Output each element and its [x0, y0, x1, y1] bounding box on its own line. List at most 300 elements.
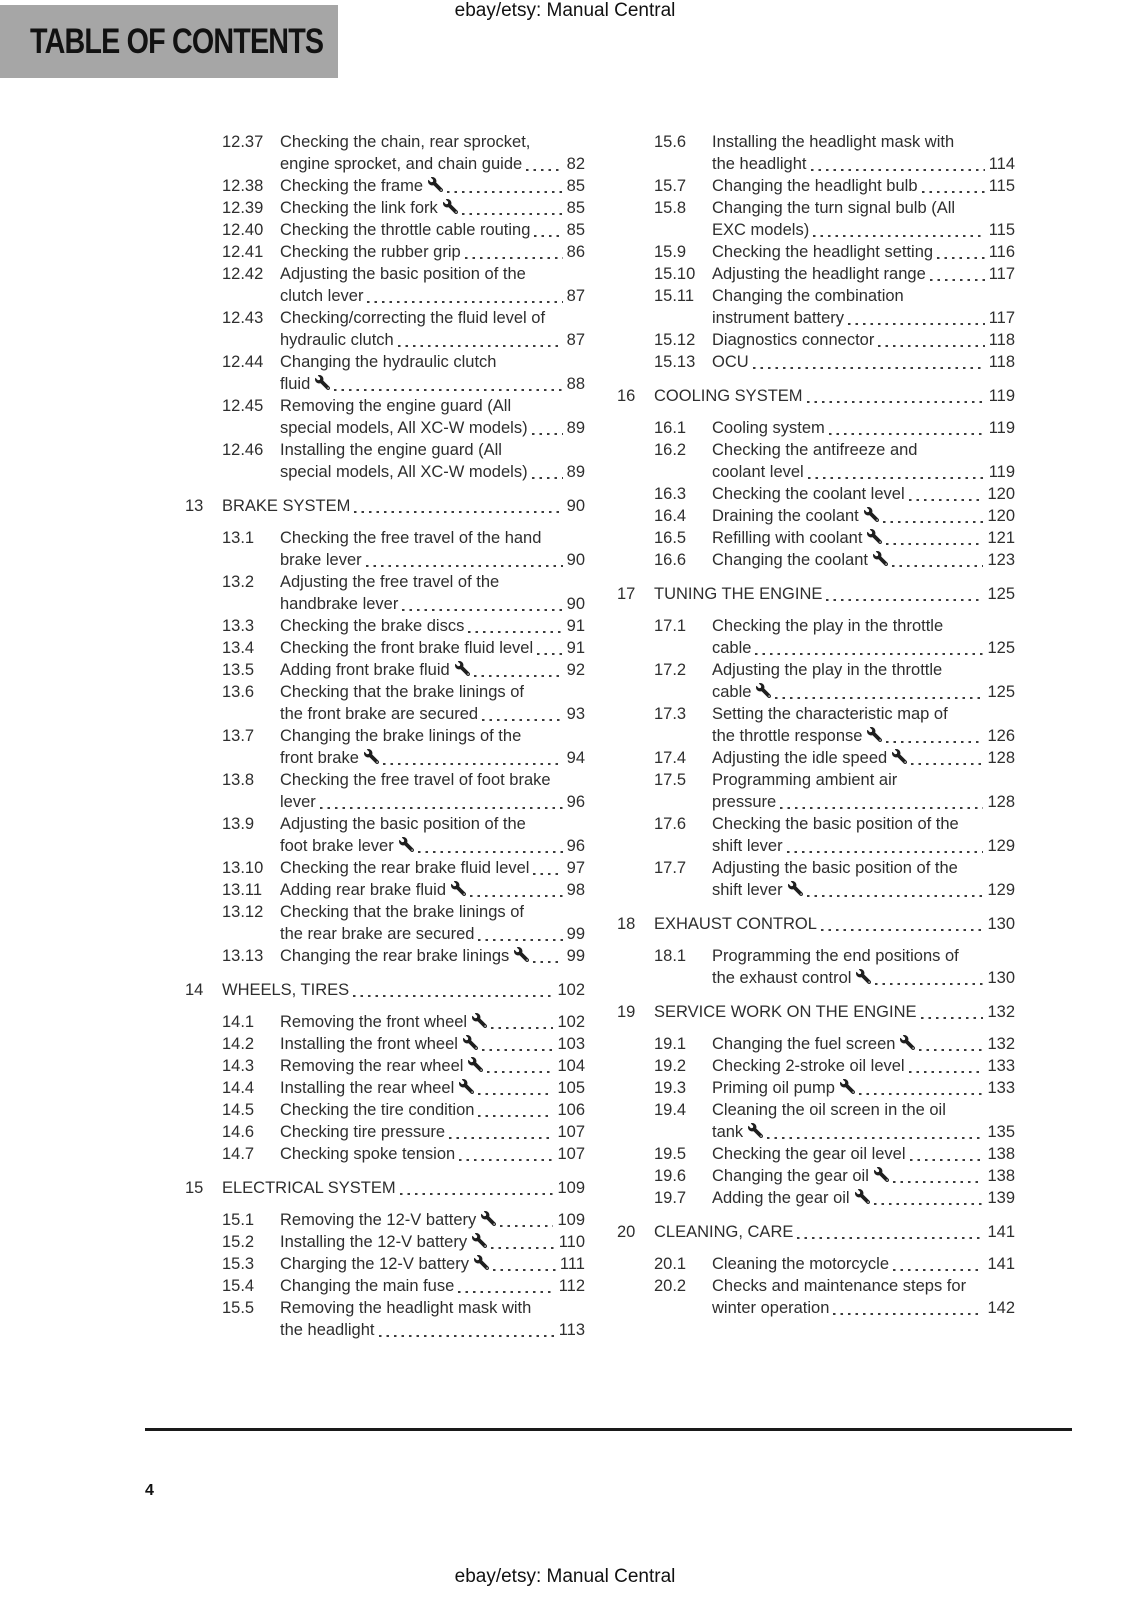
entry-page-number: 119 [988, 463, 1015, 481]
entry-body [280, 1209, 585, 1231]
entry-title-lastline [280, 1033, 585, 1055]
entry-title-lastline [712, 527, 1015, 549]
dot-leader [534, 235, 562, 238]
entry-page-number: 128 [987, 793, 1015, 811]
wrench-icon [864, 507, 879, 522]
entry-title-lastline [712, 153, 1015, 175]
entry-title-lastline [280, 1121, 585, 1143]
toc-entry [654, 439, 1015, 483]
entry-body [280, 241, 585, 263]
dot-leader [893, 1181, 984, 1184]
entry-number: 19.4 [654, 1101, 687, 1119]
entry-body [712, 1077, 1015, 1099]
section-page-number: 130 [987, 915, 1015, 933]
entry-title-lastline [280, 1099, 585, 1121]
toc-entry [654, 505, 1015, 527]
wrench-icon [315, 375, 330, 390]
entry-number: 12.37 [222, 133, 264, 151]
entry-title-lastline [712, 461, 1015, 483]
entry-number: 16.6 [654, 551, 687, 569]
entry-page-number: 125 [987, 639, 1015, 657]
entry-page-number: 105 [557, 1079, 585, 1097]
dot-leader [449, 1137, 553, 1140]
wrench-icon [399, 837, 414, 852]
entry-page-number: 129 [987, 837, 1015, 855]
toc-entry [654, 285, 1015, 329]
entry-number: 15.13 [654, 353, 696, 371]
toc-entry [654, 1165, 1015, 1187]
wrench-icon [856, 969, 871, 984]
entry-number: 13.1 [222, 529, 255, 547]
dot-leader [526, 169, 562, 172]
entry-number: 12.38 [222, 177, 264, 195]
entry-number: 15.3 [222, 1255, 255, 1273]
toc-entry [654, 659, 1015, 703]
entry-number: 19.5 [654, 1145, 687, 1163]
entry-page-number: 96 [566, 837, 585, 855]
entry-title: Cleaning the motorcycle [712, 1255, 890, 1273]
entry-body [712, 417, 1015, 439]
toc-entry [222, 1011, 585, 1033]
entry-title-lastline [712, 1033, 1015, 1055]
entry-title-lastline [280, 923, 585, 945]
entry-number: 13.13 [222, 947, 264, 965]
entry-page-number: 87 [566, 331, 585, 349]
entry-title-lastline [280, 1011, 585, 1033]
entry-body [280, 219, 585, 241]
page-title: TABLE OF CONTENTS [30, 21, 324, 61]
wrench-icon [900, 1035, 915, 1050]
wrench-icon [472, 1233, 487, 1248]
entry-body [280, 879, 585, 901]
entry-title: coolant level [712, 463, 804, 481]
section-title: SERVICE WORK ON THE ENGINE [654, 1003, 917, 1021]
entry-title: Checking spoke tension [280, 1145, 456, 1163]
dot-leader [478, 1115, 553, 1118]
toc-entry [222, 1077, 585, 1099]
wrench-icon [788, 881, 803, 896]
dot-leader [826, 599, 983, 602]
entry-body [712, 241, 1015, 263]
toc-entry [222, 571, 585, 615]
dot-leader [532, 433, 563, 436]
entry-title: front brake [280, 749, 359, 767]
entry-body [712, 1099, 1015, 1143]
toc-section [617, 583, 1015, 605]
dot-leader [533, 961, 562, 964]
wrench-icon [514, 947, 529, 962]
entry-body [280, 1077, 585, 1099]
entry-body [280, 769, 585, 813]
entry-body [712, 285, 1015, 329]
dot-leader [500, 1225, 553, 1228]
dot-leader [808, 477, 985, 480]
toc-entry [654, 813, 1015, 857]
dot-leader [829, 433, 985, 436]
dot-leader [478, 939, 562, 942]
entry-title: Adjusting the idle speed [712, 749, 888, 767]
toc-entry [222, 813, 585, 857]
entry-title-line: Changing the combination [712, 287, 904, 305]
toc-entry [222, 725, 585, 769]
entry-title-line: Checks and maintenance steps for [712, 1277, 967, 1295]
section-page-number: 141 [987, 1223, 1015, 1241]
entry-title: Priming oil pump [712, 1079, 835, 1097]
entry-title: Changing the gear oil [712, 1167, 869, 1185]
entry-title: Adding rear brake fluid [280, 881, 447, 899]
entry-title: Adding the gear oil [712, 1189, 850, 1207]
entry-number: 17.6 [654, 815, 687, 833]
dot-leader [465, 257, 563, 260]
entry-body [280, 725, 585, 769]
entry-title-lastline [280, 1143, 585, 1165]
entry-title-line: Changing the turn signal bulb (All [712, 199, 956, 217]
entry-title: Installing the rear wheel [280, 1079, 455, 1097]
toc-entry [222, 351, 585, 395]
entry-title: Diagnostics connector [712, 331, 875, 349]
entry-title-lastline [280, 417, 585, 439]
entry-page-number: 96 [566, 793, 585, 811]
entry-page-number: 107 [557, 1123, 585, 1141]
entry-page-number: 99 [566, 947, 585, 965]
toc-entry [654, 615, 1015, 659]
section-title: BRAKE SYSTEM [222, 497, 351, 515]
entry-number: 17.7 [654, 859, 687, 877]
dot-leader [402, 609, 562, 612]
entry-title-lastline [712, 791, 1015, 813]
wrench-icon [463, 1035, 478, 1050]
entry-title-lastline [712, 725, 1015, 747]
entry-body [280, 1143, 585, 1165]
entry-page-number: 91 [566, 639, 585, 657]
entry-title-line: Checking that the brake linings of [280, 903, 524, 921]
entry-number: 14.5 [222, 1101, 255, 1119]
wrench-icon [455, 661, 470, 676]
entry-title: Refilling with coolant [712, 529, 863, 547]
entry-title: OCU [712, 353, 749, 371]
entry-page-number: 88 [566, 375, 585, 393]
entry-title-lastline [280, 945, 585, 967]
dot-leader [491, 1247, 555, 1250]
entry-number: 19.2 [654, 1057, 687, 1075]
toc-entry [222, 527, 585, 571]
entry-body [712, 1055, 1015, 1077]
toc-entry [654, 769, 1015, 813]
entry-body [280, 1297, 585, 1341]
entry-title: Checking the link fork [280, 199, 438, 217]
entry-title-line: Adjusting the basic position of the [712, 859, 958, 877]
entry-body [280, 1275, 585, 1297]
wrench-icon [867, 727, 882, 742]
entry-number: 13.6 [222, 683, 255, 701]
dot-leader [532, 477, 563, 480]
wrench-icon [468, 1057, 483, 1072]
toc-column-left [185, 131, 585, 1341]
entry-title: pressure [712, 793, 777, 811]
section-title: CLEANING, CARE [654, 1223, 794, 1241]
toc-entry [654, 1253, 1015, 1275]
entry-title-lastline [712, 879, 1015, 901]
wrench-icon [840, 1079, 855, 1094]
entry-title-line: Removing the headlight mask with [280, 1299, 532, 1317]
toc-entry [654, 417, 1015, 439]
entry-body [712, 351, 1015, 373]
toc-entry [222, 1143, 585, 1165]
entry-title: Changing the headlight bulb [712, 177, 918, 195]
entry-number: 13.9 [222, 815, 255, 833]
toc-entry [654, 1077, 1015, 1099]
entry-body [280, 439, 585, 483]
toc-entry [654, 241, 1015, 263]
entry-number: 14.4 [222, 1079, 255, 1097]
wrench-icon [459, 1079, 474, 1094]
section-page-number: 102 [557, 981, 585, 999]
entry-number: 16.2 [654, 441, 687, 459]
toc-entry [222, 615, 585, 637]
dot-leader [797, 1237, 983, 1240]
entry-title-lastline [280, 373, 585, 395]
dot-leader [482, 1049, 554, 1052]
toc-section [185, 979, 585, 1001]
wrench-icon [364, 749, 379, 764]
entry-number: 13.8 [222, 771, 255, 789]
entry-body [280, 307, 585, 351]
entry-body [712, 857, 1015, 901]
entry-page-number: 118 [988, 353, 1015, 371]
entry-number: 15.6 [654, 133, 687, 151]
entry-title: Installing the front wheel [280, 1035, 458, 1053]
toc-entry [654, 747, 1015, 769]
entry-title: tank [712, 1123, 744, 1141]
entry-title: Changing the main fuse [280, 1277, 455, 1295]
entry-number: 19.1 [654, 1035, 687, 1053]
entry-body [280, 637, 585, 659]
entry-page-number: 117 [988, 309, 1015, 327]
entry-title-lastline [712, 549, 1015, 571]
entry-title-lastline [712, 1187, 1015, 1209]
entry-title: the throttle response [712, 727, 863, 745]
entry-title-line: Checking the basic position of the [712, 815, 959, 833]
entry-title-line: Checking the antifreeze and [712, 441, 918, 459]
entry-title-lastline [712, 505, 1015, 527]
entry-page-number: 118 [988, 331, 1015, 349]
wrench-icon [748, 1123, 763, 1138]
entry-number: 19.7 [654, 1189, 687, 1207]
toc-entry [654, 263, 1015, 285]
entry-title: the headlight [280, 1321, 375, 1339]
entry-number: 18.1 [654, 947, 687, 965]
toc-entry [222, 131, 585, 175]
entry-title: Checking tire pressure [280, 1123, 446, 1141]
entry-body [712, 1187, 1015, 1209]
entry-title-line: Adjusting the free travel of the [280, 573, 500, 591]
dot-leader [493, 1269, 556, 1272]
wrench-icon [892, 749, 907, 764]
entry-number: 15.11 [654, 287, 695, 305]
dot-leader [892, 565, 984, 568]
section-title: TUNING THE ENGINE [654, 585, 823, 603]
entry-number: 15.9 [654, 243, 687, 261]
entry-body [712, 1143, 1015, 1165]
entry-title: Checking the headlight setting [712, 243, 934, 261]
toc-entry [654, 703, 1015, 747]
entry-page-number: 107 [557, 1145, 585, 1163]
entry-page-number: 141 [987, 1255, 1015, 1273]
entry-page-number: 132 [987, 1035, 1015, 1053]
entry-number: 17.2 [654, 661, 687, 679]
toc-entry [222, 659, 585, 681]
entry-page-number: 98 [566, 881, 585, 899]
entry-page-number: 103 [557, 1035, 585, 1053]
entry-page-number: 106 [557, 1101, 585, 1119]
toc-entry [222, 1121, 585, 1143]
entry-title-lastline [712, 219, 1015, 241]
entry-title-lastline [712, 637, 1015, 659]
entry-page-number: 82 [566, 155, 585, 173]
entry-title: engine sprocket, and chain guide [280, 155, 523, 173]
entry-title-lastline [712, 747, 1015, 769]
dot-leader [334, 389, 562, 392]
entry-title-lastline [280, 615, 585, 637]
toc-section [617, 385, 1015, 407]
entry-body [712, 439, 1015, 483]
dot-leader [468, 631, 562, 634]
entry-body [712, 549, 1015, 571]
entry-number: 19.6 [654, 1167, 687, 1185]
toc-entry [222, 1055, 585, 1077]
entry-number: 20.1 [654, 1255, 687, 1273]
entry-title: foot brake lever [280, 837, 394, 855]
dot-leader [383, 763, 563, 766]
entry-title: Installing the 12-V battery [280, 1233, 468, 1251]
toc-entry [654, 527, 1015, 549]
dot-leader [537, 653, 563, 656]
toc-entry [222, 637, 585, 659]
dot-leader [400, 1193, 554, 1196]
entry-number: 16.4 [654, 507, 687, 525]
entry-number: 15.7 [654, 177, 687, 195]
toc-entry [654, 1033, 1015, 1055]
toc-entry [222, 1275, 585, 1297]
entry-body [280, 659, 585, 681]
entry-title-line: Checking the chain, rear sprocket, [280, 133, 531, 151]
entry-number: 13.7 [222, 727, 255, 745]
entry-body [280, 1011, 585, 1033]
entry-number: 17.4 [654, 749, 687, 767]
entry-body [712, 1165, 1015, 1187]
entry-title-lastline [280, 219, 585, 241]
dot-leader [379, 1335, 555, 1338]
dot-leader [458, 1291, 554, 1294]
entry-title-line: Removing the engine guard (All [280, 397, 512, 415]
entry-body [712, 329, 1015, 351]
toc-section [185, 495, 585, 517]
entry-page-number: 89 [566, 463, 585, 481]
entry-title: Removing the rear wheel [280, 1057, 464, 1075]
entry-body [280, 527, 585, 571]
entry-title-lastline [280, 857, 585, 879]
entry-title: Checking the rear brake fluid level [280, 859, 530, 877]
entry-title-line: Cleaning the oil screen in the oil [712, 1101, 946, 1119]
entry-number: 13.5 [222, 661, 255, 679]
dot-leader [921, 1017, 984, 1020]
entry-page-number: 133 [987, 1079, 1015, 1097]
dot-leader [813, 235, 984, 238]
entry-body [280, 197, 585, 219]
entry-page-number: 85 [566, 199, 585, 217]
entry-page-number: 120 [987, 485, 1015, 503]
entry-page-number: 86 [566, 243, 585, 261]
entry-title: Changing the coolant [712, 551, 868, 569]
dot-leader [753, 367, 985, 370]
entry-body [712, 659, 1015, 703]
title-box [0, 5, 338, 78]
entry-title-line: Programming ambient air [712, 771, 898, 789]
entry-body [712, 263, 1015, 285]
entry-title-lastline [712, 263, 1015, 285]
dot-leader [821, 929, 984, 932]
toc-entry [654, 351, 1015, 373]
dot-leader [787, 851, 984, 854]
entry-title-lastline [280, 1275, 585, 1297]
entry-title-lastline [712, 241, 1015, 263]
entry-title-lastline [280, 659, 585, 681]
wrench-icon [855, 1189, 870, 1204]
toc-entry [222, 1253, 585, 1275]
section-number: 20 [617, 1223, 636, 1241]
entry-body [712, 615, 1015, 659]
section-page-number: 125 [987, 585, 1015, 603]
entry-title-lastline [280, 197, 585, 219]
entry-title-lastline [280, 549, 585, 571]
entry-page-number: 85 [566, 177, 585, 195]
wrench-icon [873, 551, 888, 566]
section-title: COOLING SYSTEM [654, 387, 803, 405]
entry-title-lastline [712, 175, 1015, 197]
entry-title-line: Checking the play in the throttle [712, 617, 944, 635]
entry-number: 15.2 [222, 1233, 255, 1251]
entry-title: Adjusting the headlight range [712, 265, 926, 283]
wrench-icon [874, 1167, 889, 1182]
toc-entry [222, 263, 585, 307]
wrench-icon [472, 1013, 487, 1028]
entry-title: Checking the coolant level [712, 485, 905, 503]
page-footer-label: ebay/etsy: Manual Central [454, 1566, 676, 1587]
entry-page-number: 126 [987, 727, 1015, 745]
wrench-icon [474, 1255, 489, 1270]
wrench-icon [428, 177, 443, 192]
entry-number: 13.12 [222, 903, 264, 921]
entry-body [712, 1253, 1015, 1275]
entry-page-number: 113 [558, 1321, 585, 1339]
dot-leader [893, 1269, 983, 1272]
entry-title-lastline [280, 175, 585, 197]
entry-title: winter operation [712, 1299, 830, 1317]
section-title: WHEELS, TIRES [222, 981, 350, 999]
dot-leader [462, 213, 563, 216]
entry-body [712, 945, 1015, 989]
entry-page-number: 102 [557, 1013, 585, 1031]
entry-page-number: 129 [987, 881, 1015, 899]
entry-number: 12.46 [222, 441, 264, 459]
entry-page-number: 138 [987, 1145, 1015, 1163]
toc-entry [222, 175, 585, 197]
entry-title: Changing the fuel screen [712, 1035, 896, 1053]
entry-body [712, 1033, 1015, 1055]
dot-leader [482, 719, 563, 722]
entry-title-line: Changing the brake linings of the [280, 727, 522, 745]
entry-number: 13.3 [222, 617, 255, 635]
